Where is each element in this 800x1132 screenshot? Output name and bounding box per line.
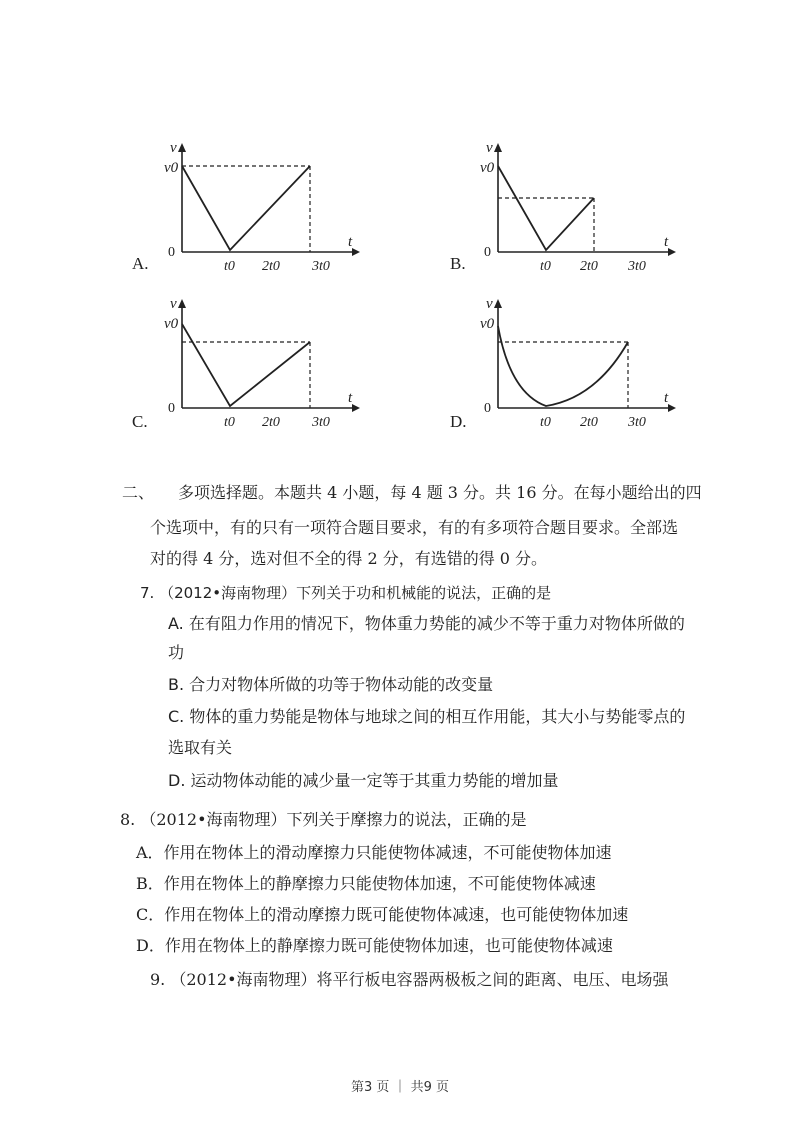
graph-d	[476, 298, 676, 428]
tick-3t0: 3t0	[312, 415, 330, 430]
t-label: t	[664, 390, 669, 406]
section-intro-line-2: 个选项中，有的只有一项符合题目要求，有的有多项符合题目要求。全部选	[150, 518, 679, 537]
v-label: v	[486, 140, 493, 156]
q7-option-c-line-1: C. 物体的重力势能是物体与地球之间的相互作用能，其大小与势能零点的	[168, 707, 686, 726]
v0-label: v0	[164, 160, 179, 176]
tick-t0: t0	[540, 415, 551, 430]
q7-option-d: D. 运动物体动能的减少量一定等于其重力势能的增加量	[168, 771, 559, 790]
tick-2t0: 2t0	[580, 259, 598, 274]
tick-2t0: 2t0	[580, 415, 598, 430]
v-axis-arrow	[178, 299, 186, 308]
v-label: v	[170, 296, 177, 312]
q9-stem: 9. （2012•海南物理）将平行板电容器两极板之间的距离、电压、电场强	[150, 970, 669, 989]
v0-label: v0	[480, 160, 495, 176]
v-axis-arrow	[178, 143, 186, 152]
velocity-curve	[498, 326, 628, 406]
section-number: 二、	[122, 483, 155, 502]
q7-option-a-line-2: 功	[168, 643, 185, 662]
zero-label: 0	[168, 401, 175, 416]
q8-option-b: B．作用在物体上的静摩擦力只能使物体加速，不可能使物体减速	[136, 874, 596, 893]
tick-t0: t0	[224, 415, 235, 430]
tick-t0: t0	[224, 259, 235, 274]
v-label: v	[170, 140, 177, 156]
t-axis-arrow	[668, 404, 676, 412]
t-label: t	[664, 234, 669, 250]
tick-2t0: 2t0	[262, 259, 280, 274]
tick-3t0: 3t0	[628, 415, 646, 430]
tick-2t0: 2t0	[262, 415, 280, 430]
t-axis-arrow	[668, 248, 676, 256]
section-intro-line-3: 对的得 4 分，选对但不全的得 2 分，有选错的得 0 分。	[150, 549, 548, 568]
page-footer: 第3 页 ｜ 共9 页	[350, 1080, 450, 1095]
velocity-curve	[182, 166, 310, 250]
t-axis-arrow	[352, 248, 360, 256]
t-label: t	[348, 390, 353, 406]
zero-label: 0	[168, 245, 175, 260]
q7-option-a-line-1: A. 在有阻力作用的情况下，物体重力势能的减少不等于重力对物体所做的	[168, 614, 685, 633]
v-axis-arrow	[494, 143, 502, 152]
q7-stem: 7. （2012•海南物理）下列关于功和机械能的说法，正确的是	[140, 584, 552, 602]
t-axis-arrow	[352, 404, 360, 412]
zero-label: 0	[484, 401, 491, 416]
velocity-curve	[182, 324, 310, 406]
t-label: t	[348, 234, 353, 250]
q7-option-b: B. 合力对物体所做的功等于物体动能的改变量	[168, 675, 494, 694]
q8-option-a: A．作用在物体上的滑动摩擦力只能使物体减速，不可能使物体加速	[136, 843, 612, 862]
tick-3t0: 3t0	[628, 259, 646, 274]
section-intro-line-1: 多项选择题。本题共 4 小题，每 4 题 3 分。共 16 分。在每小题给出的四	[178, 483, 702, 502]
graph-c-svg	[160, 298, 360, 428]
q7-option-c-line-2: 选取有关	[168, 738, 233, 757]
v-axis-arrow	[494, 299, 502, 308]
tick-t0: t0	[540, 259, 551, 274]
graph-a	[160, 140, 360, 274]
v0-label: v0	[164, 316, 179, 332]
graph-c-letter: C.	[132, 412, 148, 431]
graph-b-letter: B.	[450, 254, 466, 273]
q8-option-d: D．作用在物体上的静摩擦力既可能使物体加速，也可能使物体减速	[136, 936, 613, 955]
graph-d-svg	[476, 298, 676, 428]
graph-d-letter: D.	[450, 412, 467, 431]
q8-stem: 8. （2012•海南物理）下列关于摩擦力的说法，正确的是	[120, 810, 527, 829]
graph-a-svg	[160, 140, 360, 274]
tick-3t0: 3t0	[312, 259, 330, 274]
v-label: v	[486, 296, 493, 312]
zero-label: 0	[484, 245, 491, 260]
q8-option-c: C．作用在物体上的滑动摩擦力既可能使物体减速，也可能使物体加速	[136, 905, 629, 924]
velocity-curve	[498, 166, 594, 250]
graph-b-svg	[476, 140, 676, 274]
graph-b	[476, 140, 676, 274]
graph-a-letter: A.	[132, 254, 149, 273]
v0-label: v0	[480, 316, 495, 332]
graph-c	[160, 298, 360, 428]
